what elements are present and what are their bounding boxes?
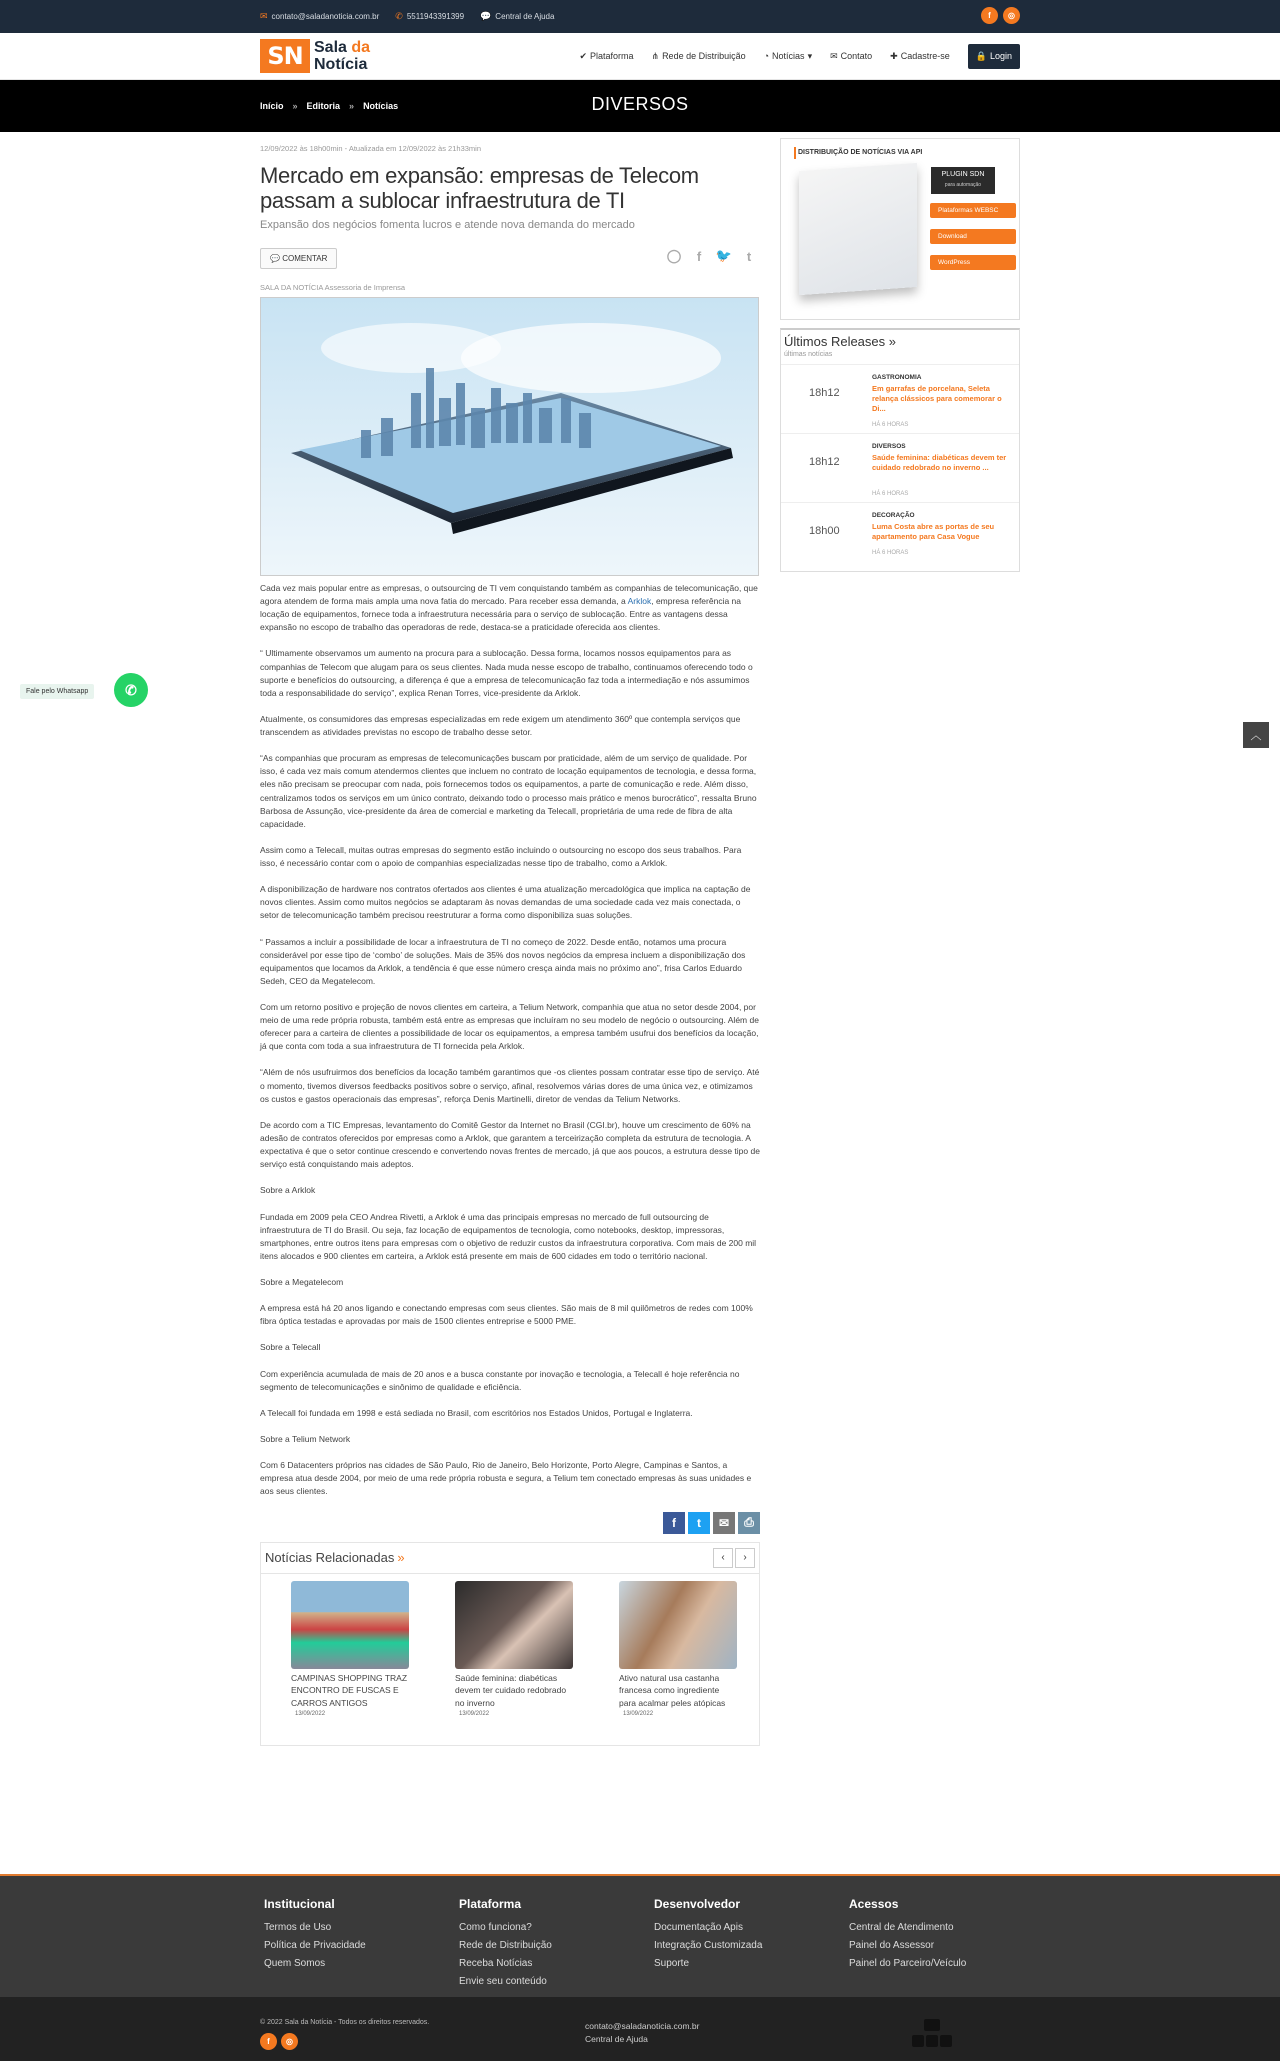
release-title[interactable]: Luma Costa abre as portas de seu apartamento para Casa Vogue xyxy=(872,522,995,541)
article-paragraph: A disponibilização de hardware nos contratos ofertados aos clientes é uma atualização mercadológica que implica na captação de novos clientes. Assim como muitos negócios se adaptaram às novas demandas de uma sociedade cada vez mais conectada, o setor de telecomunicação também precisou reestruturar a forma como disponibiliza suas soluções. xyxy=(260,884,751,921)
release-title[interactable]: Em garrafas de porcelana, Seleta relança clássicos para comemorar o Di... xyxy=(872,384,1002,413)
footer-link[interactable]: Painel do Parceiro/Veículo xyxy=(849,1958,967,1969)
whatsapp-share-icon[interactable]: ◯ xyxy=(666,248,682,263)
related-item[interactable] xyxy=(291,1581,409,1718)
section-band xyxy=(0,80,1280,132)
topbar-email[interactable]: ✉ contato@saladanoticia.com.br xyxy=(260,11,380,21)
facebook-icon[interactable]: f xyxy=(260,2033,277,2050)
chevron-up-icon: ︿ xyxy=(1250,730,1262,742)
sidebar xyxy=(780,138,1020,572)
print-button[interactable]: ⎙ xyxy=(738,1512,760,1534)
related-news xyxy=(260,1542,760,1746)
article-paragraph: Com 6 Datacenters próprios nas cidades de São Paulo, Rio de Janeiro, Belo Horizonte, Porto Alegre, Campinas e Santos, a empresa atua desde 2004, por meio de uma rede própria robusta e segura, a Telium tem conectado empresas às suas unidades e aos seus clientes. xyxy=(260,1460,752,1497)
share-icon: ⋔ xyxy=(651,50,660,61)
article-actions xyxy=(260,245,760,271)
footer-col-acessos xyxy=(849,1897,966,1973)
sub-footer xyxy=(0,1997,1280,2061)
footer-link[interactable]: Painel do Assessor xyxy=(849,1940,935,1951)
share-icons xyxy=(663,245,760,267)
twitter-share-button[interactable]: t xyxy=(688,1512,710,1534)
promo-button-websc[interactable]: Plataformas WEBSC xyxy=(930,203,1016,218)
whatsapp-label[interactable]: Fale pelo Whatsapp xyxy=(20,684,94,699)
promo-button-wordpress[interactable]: WordPress xyxy=(930,255,1016,270)
chevron-right-icon: » xyxy=(888,334,897,349)
topbar-social xyxy=(981,7,1020,24)
related-date: 13/09/2022 xyxy=(295,1711,326,1718)
topbar-phone[interactable]: ✆ 5511943391399 xyxy=(395,11,465,21)
facebook-share-button[interactable]: f xyxy=(663,1512,685,1534)
twitter-share-icon[interactable]: 🐦 xyxy=(715,248,733,263)
breadcrumb-editoria[interactable]: Editoria xyxy=(306,101,341,111)
related-date: 13/09/2022 xyxy=(459,1711,490,1718)
top-bar xyxy=(0,0,1280,33)
article-hero-image xyxy=(260,297,759,576)
envelope-icon: ✉ xyxy=(830,50,838,61)
footer-col-plataforma xyxy=(459,1897,552,1991)
copyright: © 2022 Sala da Notícia - Todos os direitos reservados. xyxy=(260,2019,430,2026)
section-title: DIVERSOS xyxy=(591,94,689,114)
footer-link[interactable]: Receba Notícias xyxy=(459,1958,533,1969)
article-paragraph: Com um retorno positivo e projeção de novos clientes em carteira, a Telium Network, companhia que atua no setor desde 2004, por meio de uma rede própria robusta, também está entre as empresas que incluíram no seu modelo de negócio o outsourcing. Além de oferecer para a carteira de clientes a possibilidade de locar os equipamentos, a empresa também usufrui dos benefícios da locação, já que conta com toda a sua infraestrutura de TI fornecida pela Arklok. xyxy=(260,1002,759,1052)
bottom-share-bar xyxy=(260,1512,760,1534)
footer-link[interactable]: Rede de Distribuição xyxy=(459,1940,552,1951)
release-category: DIVERSOS xyxy=(872,443,906,450)
footer-col-title: Desenvolvedor xyxy=(654,1897,741,1911)
related-title: CAMPINAS SHOPPING TRAZ ENCONTRO DE FUSCAS E CARROS ANTIGOS xyxy=(291,1672,408,1708)
related-item[interactable] xyxy=(619,1581,737,1718)
article-body xyxy=(260,582,760,1499)
footer-link[interactable]: Termos de Uso xyxy=(264,1922,332,1933)
release-item[interactable] xyxy=(781,365,1019,434)
footer-link[interactable]: Envie seu conteúdo xyxy=(459,1976,547,1987)
related-item[interactable] xyxy=(455,1581,573,1718)
footer-col-desenvolvedor xyxy=(654,1897,762,1973)
article-paragraph: “ Ultimamente observamos um aumento na procura para a sublocação. Dessa forma, locamos nossos equipamentos para as companhias de Telecom que alugam para os seus clientes. Nada muda nesse escopo de trabalho, continuamos oferecendo todo o suporte e benefícios do outsourcing, a diferença é que a empresa de telecomunicação faz toda a intermediação e nós assumimos toda a responsabilidade do serviço”, explica Renan Torres, vice-presidente da Arklok. xyxy=(260,648,753,698)
promo-accent-bar xyxy=(794,147,796,159)
plugin-badge: PLUGIN SDN para automação xyxy=(931,167,995,194)
nav-plataforma[interactable]: ✔ Plataforma xyxy=(579,50,634,61)
breadcrumb-noticias[interactable]: Notícias xyxy=(363,101,399,111)
release-time: 18h12 xyxy=(809,456,840,468)
nav-rede[interactable]: ⋔ Rede de Distribuição xyxy=(651,50,746,61)
site-footer xyxy=(0,1874,1280,1999)
topbar-help[interactable]: 💬 Central de Ajuda xyxy=(480,11,555,21)
release-item[interactable] xyxy=(781,434,1019,503)
related-thumbnail xyxy=(291,1581,409,1669)
release-ago: HÁ 6 HORAS xyxy=(872,550,909,556)
promo-button-download[interactable]: Download xyxy=(930,229,1016,244)
comment-icon: 💬 xyxy=(270,254,280,263)
footer-link[interactable]: Suporte xyxy=(654,1958,690,1969)
chat-icon: 💬 xyxy=(480,11,492,21)
related-carousel-controls xyxy=(713,1548,755,1568)
nav-cadastre[interactable]: ✚ Cadastre-se xyxy=(890,50,950,61)
carousel-prev-button[interactable]: ‹ xyxy=(713,1548,733,1568)
footer-email[interactable]: contato@saladanoticia.com.br xyxy=(585,2021,700,2031)
breadcrumb-inicio[interactable]: Início xyxy=(260,101,284,111)
article xyxy=(260,144,760,1746)
tumblr-share-icon[interactable]: t xyxy=(746,248,752,264)
release-time: 18h00 xyxy=(809,525,840,537)
article-paragraph: Cada vez mais popular entre as empresas, o outsourcing de TI vem conquistando também as companhias de telecomunicação, que agora atendem de forma mais ampla uma nova fatia do mercado. Para receber essa demanda, a Arklok, empresa referência na locação de equipamentos, fornece toda a infraestrutura necessária para o serviço de sublocação. Entre as vantagens dessa expansão no escopo de trabalho das operadoras de rede, destaca-se a praticidade oferecida aos clientes. xyxy=(260,583,758,633)
article-section-heading: Sobre a Telecall xyxy=(260,1342,321,1353)
site-header xyxy=(0,33,1280,80)
article-paragraph: Atualmente, os consumidores das empresas especializadas em rede exigem um atendimento 360º que contempla serviços que transcendem as atividades previstas no escopo de trabalho desse setor. xyxy=(260,713,741,738)
footer-link[interactable]: Integração Customizada xyxy=(654,1940,763,1951)
article-section-heading: Sobre a Telium Network xyxy=(260,1434,351,1445)
footer-link[interactable]: Quem Somos xyxy=(264,1958,326,1969)
main-nav xyxy=(579,44,1020,69)
arklok-link[interactable]: Arklok xyxy=(627,596,652,607)
release-category: GASTRONOMIA xyxy=(872,374,922,381)
footer-col-title: Acessos xyxy=(849,1897,899,1911)
related-thumbnail xyxy=(455,1581,573,1669)
article-paragraph: A empresa está há 20 anos ligando e conectando empresas com seus clientes. São mais de 8 mil quilômetros de redes com 100% fibra óptica testadas e aprovadas por mais de 1500 clientes entreprise e 5000 PME. xyxy=(260,1303,753,1327)
breadcrumb-separator: » xyxy=(292,101,298,111)
article-paragraph: “Além de nós usufruirmos dos benefícios da locação também garantimos que -os clientes possam contratar esse tipo de serviço. Até o momento, tivemos diversos feedbacks positivos sobre o serviço, afinal, resolvemos várias dores de uma única vez, e otimizamos os custos e gastos operacionais das empresas”, reforça Denis Martinelli, diretor de vendas da Telium Networks. xyxy=(260,1067,760,1104)
releases-heading: Últimos Releases » xyxy=(784,334,897,349)
article-subtitle: Expansão dos negócios fomenta lucros e atende nova demanda do mercado xyxy=(260,219,635,231)
lock-icon: 🔒 xyxy=(975,50,987,61)
release-time: 18h12 xyxy=(809,387,840,399)
rss-icon: ◔ xyxy=(763,51,770,61)
site-logo[interactable] xyxy=(260,39,370,73)
release-category: DECORAÇÃO xyxy=(872,512,915,519)
related-items xyxy=(291,1581,737,1718)
envelope-icon: ✉ xyxy=(260,11,268,21)
article-paragraph: De acordo com a TIC Empresas, levantamento do Comitê Gestor da Internet no Brasil (CGI.br), houve um crescimento de 60% na adesão de contratos oferecidos por empresas como a Arklok, que garantem a terceirização completa da estrutura de tecnologia. A expectativa é que o setor continue crescendo e convertendo novas frentes de mercado, já que aos poucos, a estrutura desse tipo de serviço está conquistando mais adeptos. xyxy=(260,1119,760,1170)
article-paragraph: Fundada em 2009 pela CEO Andrea Rivetti, a Arklok é uma das principais empresas no mercado de full outsourcing de infraestrutura de TI do Brasil. Ou seja, faz locação de equipamentos de tecnologia, como notebooks, desktop, impressoras, smartphones, entre outros itens para empresas com o objetivo de reduzir custos da infraestrutura corporativa. Com mais de 200 mil itens alocados e 900 clientes em carteira, a Arklok está presente em mais de 600 cidades em todo o território nacional. xyxy=(260,1211,757,1261)
related-title: Ativo natural usa castanha francesa como ingrediente para acalmar peles atópicas xyxy=(619,1672,726,1708)
article-paragraph: “ Passamos a incluir a possibilidade de locar a infraestrutura de TI no começo de 2022. Desde então, notamos uma procura considerável por esse tipo de ‘combo’ de soluções. Mais de 35% dos novos negócios da empresa incluem a disponibilização dos equipamentos que locamos da Arklok, a tendência é que esse número cresça ainda mais no próximo ano”, frisa Carlos Eduardo Sedeh, CEO da Megatelecom. xyxy=(260,936,746,986)
related-date: 13/09/2022 xyxy=(623,1711,654,1718)
footer-col-title: Institucional xyxy=(264,1897,335,1911)
article-meta: 12/09/2022 às 18h00min - Atualizada em 12/09/2022 às 21h33min xyxy=(260,144,481,153)
promo-screenshot xyxy=(799,163,917,295)
breadcrumb-separator: » xyxy=(349,101,355,111)
scroll-to-top-button[interactable] xyxy=(1243,722,1269,748)
releases-subheading: últimas notícias xyxy=(781,349,1019,365)
footer-link[interactable]: Documentação Apis xyxy=(654,1922,743,1933)
logo-mark: SN xyxy=(260,39,310,73)
article-paragraph: Assim como a Telecall, muitas outras empresas do segmento estão incluindo o outsourcing no escopo dos seus trabalhos. Para isso, é necessário contar com o apoio de companhias especializadas nesse tipo de trabalho, como a Arklok. xyxy=(260,844,742,868)
facebook-icon[interactable]: f xyxy=(981,7,998,24)
related-title: Saúde feminina: diabéticas devem ter cuidado redobrado no inverno xyxy=(455,1672,567,1708)
nav-contato[interactable]: ✉ Contato xyxy=(830,50,873,61)
smart-city-illustration xyxy=(261,298,758,575)
footer-link[interactable]: Como funciona? xyxy=(459,1922,532,1933)
footer-link[interactable]: Política de Privacidade xyxy=(264,1940,366,1951)
related-thumbnail xyxy=(619,1581,737,1669)
carousel-next-button[interactable]: › xyxy=(735,1548,755,1568)
footer-col-title: Plataforma xyxy=(459,1897,522,1911)
promo-title: DISTRIBUIÇÃO DE NOTÍCIAS VIA API xyxy=(798,149,923,156)
footer-contact xyxy=(585,2020,699,2046)
plus-icon: ✚ xyxy=(890,50,898,61)
article-section-heading: Sobre a Arklok xyxy=(260,1185,316,1196)
related-heading: Notícias Relacionadas » xyxy=(261,1543,759,1574)
footer-help[interactable]: Central de Ajuda xyxy=(585,2034,648,2044)
whatsapp-floating-button[interactable] xyxy=(114,673,148,707)
footer-social xyxy=(260,2033,298,2050)
footer-logo-mark xyxy=(912,2019,952,2051)
article-section-heading: Sobre a Megatelecom xyxy=(260,1276,344,1287)
api-promo-banner[interactable] xyxy=(780,138,1020,320)
footer-col-institucional xyxy=(264,1897,366,1973)
article-title: Mercado em expansão: empresas de Telecom passam a sublocar infraestrutura de TI xyxy=(260,163,699,213)
instagram-icon[interactable]: ◎ xyxy=(1003,7,1020,24)
release-ago: HÁ 6 HORAS xyxy=(872,422,909,428)
article-paragraph: “As companhias que procuram as empresas de telecomunicações buscam por praticidade, além de um serviço de qualidade. Por isso, é cada vez mais comum atendermos clientes que incluem no contrato de locação equipamentos de tecnologia, e dessa forma, eles não precisam se preocupar com nada, pois fornecemos todos os equipamentos, a parte de comunicação e rede. Além disso, centralizamos todos os serviços em um único contrato, deixando todo o processo mais prático e menos burocrático”, ressalta Bruno Barbosa de Assunção, vice-presidente da área de comercial e marketing da Telecall, proprietária de uma rede de fibra de alta capacidade. xyxy=(260,753,757,829)
comment-button[interactable]: 💬 COMENTAR xyxy=(260,248,337,269)
nav-noticias[interactable]: ◔ Notícias ▾ xyxy=(763,50,813,61)
email-share-button[interactable]: ✉ xyxy=(713,1512,735,1534)
instagram-icon[interactable]: ◎ xyxy=(281,2033,298,2050)
release-ago: HÁ 6 HORAS xyxy=(872,491,909,497)
latest-releases xyxy=(780,328,1020,572)
article-source: SALA DA NOTÍCIA Assessoria de Imprensa xyxy=(260,283,406,292)
check-icon: ✔ xyxy=(579,50,587,61)
whatsapp-icon: ✆ xyxy=(125,681,137,698)
release-item[interactable] xyxy=(781,503,1019,571)
login-button[interactable]: 🔒 Login xyxy=(968,44,1020,69)
article-paragraph: A Telecall foi fundada em 1998 e está sediada no Brasil, com escritórios nos Estados Unidos, Portugal e Inglaterra. xyxy=(260,1407,693,1418)
facebook-share-icon[interactable]: f xyxy=(696,248,702,264)
footer-link[interactable]: Central de Atendimento xyxy=(849,1922,954,1933)
logo-text: Sala da Notícia xyxy=(314,39,371,73)
caret-down-icon: ▾ xyxy=(807,50,813,61)
whatsapp-icon: ✆ xyxy=(395,11,403,21)
chevron-right-icon: » xyxy=(397,1550,405,1566)
article-paragraph: Com experiência acumulada de mais de 20 anos e a busca constante por inovação e tecnologia, a Telecall é hoje referência no segmento de telecomunicações e sinônimo de qualidade e eficiência. xyxy=(260,1368,740,1392)
release-title[interactable]: Saúde feminina: diabéticas devem ter cuidado redobrado no inverno ... xyxy=(872,453,1007,472)
